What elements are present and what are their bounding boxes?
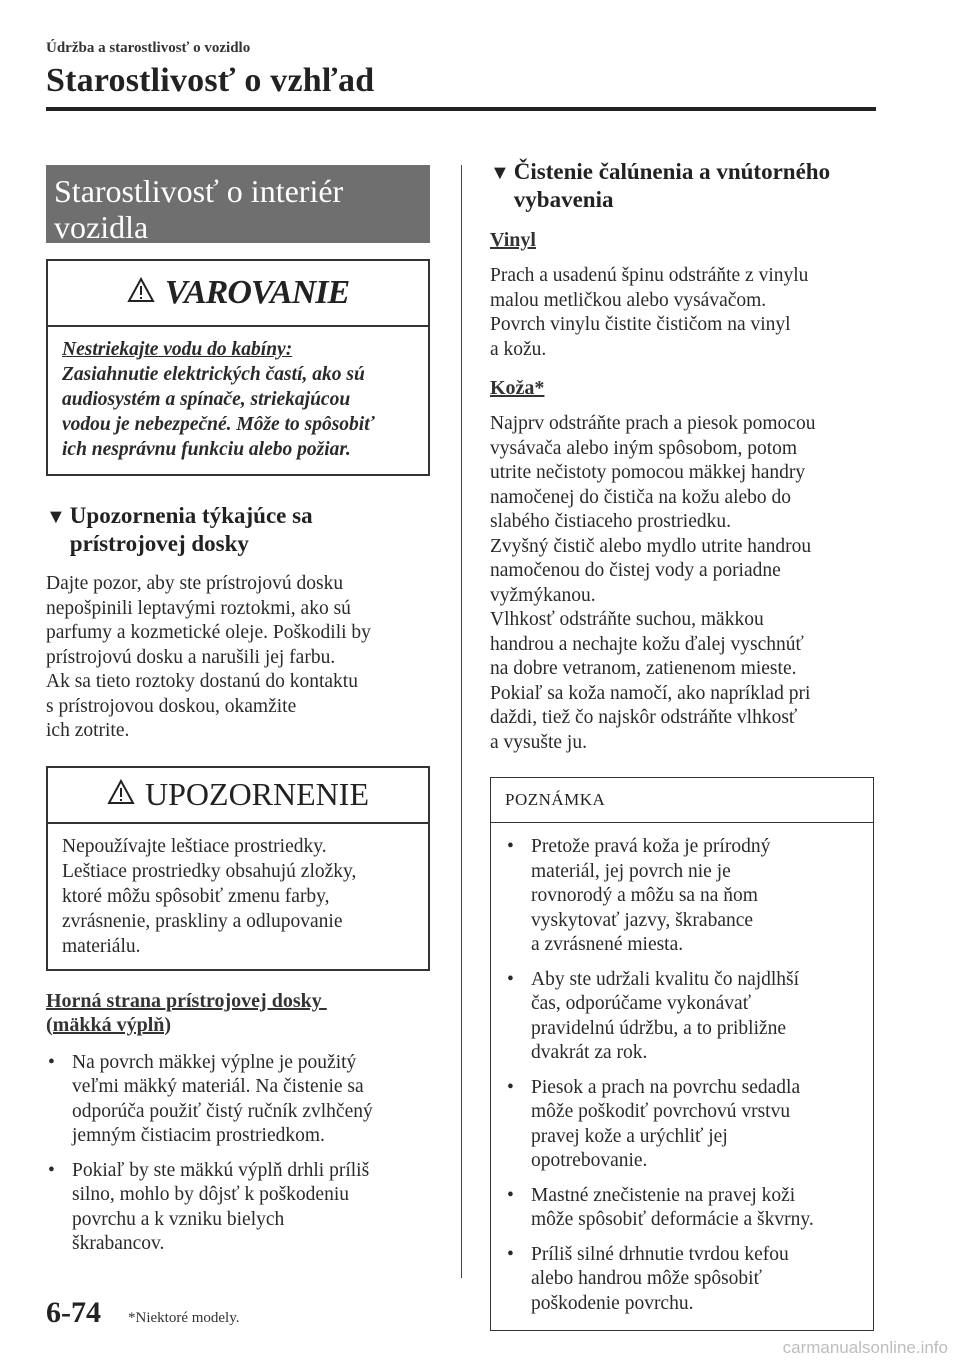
leather-label: Koža* xyxy=(490,377,545,399)
text-line: Zvyšný čistič alebo mydlo utrite handrou xyxy=(490,535,812,557)
soft-padding-list xyxy=(46,1051,430,1257)
text-line: Povrch vinylu čistite čističom na vinyl xyxy=(490,314,791,335)
list-line: odporúča použiť čistý ručník zvlhčený xyxy=(72,1100,373,1122)
text-line: Najprv odstráňte prach a piesok pomocou xyxy=(490,413,816,434)
leather-paragraph xyxy=(490,412,874,755)
caution-line: Leštiace prostriedky obsahujú zložky, xyxy=(62,860,357,882)
caution-header xyxy=(48,768,428,824)
list-line: čas, odporúčame vykonávať xyxy=(531,993,752,1014)
left-column xyxy=(46,165,430,1267)
heading-line: Čistenie čalúnenia a vnútorného xyxy=(513,159,831,184)
bullet-icon: • xyxy=(48,1051,55,1073)
text-line: vyžmýkanou. xyxy=(490,584,596,606)
text-line: Pokiaľ sa koža namočí, ako napríklad pri xyxy=(490,682,811,704)
caution-line: ktoré môžu spôsobiť zmenu farby, xyxy=(62,885,330,907)
list-line: pravej kože a urýchliť jej xyxy=(531,1125,728,1147)
list-item xyxy=(46,1051,430,1149)
text-line: prístrojovú dosku a narušili jej farbu. xyxy=(46,646,336,668)
text-line: Ak sa tieto roztoky dostanú do kontaktu xyxy=(46,671,358,692)
bullet-icon: • xyxy=(507,1076,514,1098)
caution-line: Nepoužívajte leštiace prostriedky. xyxy=(62,835,327,857)
list-line: materiál, jej povrch nie je xyxy=(531,860,731,882)
warning-line: ich nesprávnu funkciu alebo požiar. xyxy=(62,439,351,460)
note-box xyxy=(490,777,874,1331)
vinyl-paragraph xyxy=(490,264,874,362)
breadcrumb: Údržba a starostlivosť o vozidlo xyxy=(46,40,251,56)
list-line: Na povrch mäkkej výplne je použitý xyxy=(72,1051,357,1073)
list-item xyxy=(505,1184,861,1233)
warning-body xyxy=(48,327,428,474)
bullet-icon: • xyxy=(507,836,514,857)
caution-line: materiálu. xyxy=(62,935,141,957)
list-line: a zvrásnené miesta. xyxy=(531,934,684,955)
text-line: s prístrojovou doskou, okamžite xyxy=(46,695,297,717)
subheading-line: (mäkká výplň) xyxy=(46,1013,172,1036)
list-line: opotrebovanie. xyxy=(531,1150,648,1171)
text-line: a kožu. xyxy=(490,338,547,360)
list-line: Príliš silné drhnutie tvrdou kefou xyxy=(531,1243,789,1265)
page-number: 6-74 xyxy=(46,1296,101,1329)
list-item xyxy=(505,1243,861,1317)
text-line: namočenou do čistej vody a poriadne xyxy=(490,560,781,581)
text-line: slabého čistiaceho prostriedku. xyxy=(490,511,731,532)
text-line: malou metličkou alebo vysávačom. xyxy=(490,289,767,311)
list-line: Pokiaľ by ste mäkkú výplň drhli príliš xyxy=(72,1159,370,1181)
bullet-icon: • xyxy=(507,1243,514,1265)
banner-line-1: Starostlivosť o interiér xyxy=(54,173,344,209)
column-divider xyxy=(461,165,462,1278)
list-line: môže spôsobiť deformácie a škvrny. xyxy=(531,1209,814,1230)
warning-lead: Nestriekajte vodu do kabíny: xyxy=(62,339,293,360)
vinyl-label: Vinyl xyxy=(490,229,536,251)
watermark: carmanualsonline.info xyxy=(782,1338,948,1357)
list-line: škrabancov. xyxy=(72,1233,165,1254)
bullet-icon: • xyxy=(507,1184,514,1206)
warning-header xyxy=(48,261,428,327)
text-line: nepošpinili leptavými roztokmi, ako sú xyxy=(46,597,351,619)
triangle-down-icon: ▼ xyxy=(490,162,510,184)
text-line: utrite nečistoty pomocou mäkkej handry xyxy=(490,462,806,483)
text-line: a vysušte ju. xyxy=(490,731,587,753)
note-list xyxy=(505,835,861,1316)
text-line: Vlhkosť odstráňte suchou, mäkkou xyxy=(490,609,764,630)
warning-title: VAROVANIE xyxy=(164,274,350,311)
triangle-down-icon: ▼ xyxy=(46,506,66,528)
warning-box xyxy=(46,259,430,476)
warning-line: vodou je nebezpečné. Môže to spôsobiť xyxy=(62,414,375,435)
list-line: pravidelnú údržbu, a to približne xyxy=(531,1017,787,1039)
section-banner xyxy=(46,165,430,243)
heading-line: vybavenia xyxy=(513,187,614,212)
text-line: handrou a nechajte kožu ďalej vyschnúť xyxy=(490,633,804,655)
text-line: na dobre vetranom, zatienenom mieste. xyxy=(490,658,797,679)
title-rule xyxy=(46,107,876,111)
list-line: veľmi mäkký materiál. Na čistenie sa xyxy=(72,1076,364,1097)
banner-line-2: vozidla xyxy=(54,209,149,245)
list-line: vyskytovať jazvy, škrabance xyxy=(531,909,754,931)
text-line: parfumy a kozmetické oleje. Poškodili by xyxy=(46,622,371,643)
caution-box xyxy=(46,766,430,971)
list-line: rovnorodý a môžu sa na ňom xyxy=(531,885,758,906)
warning-line: Zasiahnutie elektrických častí, ako sú xyxy=(62,364,365,385)
text-line: vysávača alebo iným spôsobom, potom xyxy=(490,437,798,459)
list-item xyxy=(505,835,861,958)
warning-triangle-icon xyxy=(127,274,155,312)
caution-title: UPOZORNENIE xyxy=(145,776,369,812)
section-heading-upholstery xyxy=(490,158,874,214)
caution-body xyxy=(48,824,428,969)
page-title: Starostlivosť o vzhľad xyxy=(46,62,375,99)
bullet-icon: • xyxy=(507,968,514,990)
list-line: Pretože pravá koža je prírodný xyxy=(531,836,771,857)
list-item xyxy=(46,1159,430,1257)
note-title: POZNÁMKA xyxy=(491,778,873,823)
note-body xyxy=(491,823,873,1330)
list-line: Piesok a prach na povrchu sedadla xyxy=(531,1076,801,1098)
subheading-line: Horná strana prístrojovej dosky xyxy=(46,989,327,1012)
list-line: dvakrát za rok. xyxy=(531,1042,648,1063)
caution-line: zvrásnenie, praskliny a odlupovanie xyxy=(62,910,343,932)
footnote: *Niektoré modely. xyxy=(128,1310,240,1326)
section-heading-dashboard xyxy=(46,502,430,558)
list-item xyxy=(505,968,861,1066)
list-line: môže poškodiť povrchovú vrstvu xyxy=(531,1101,791,1122)
heading-line: prístrojovej dosky xyxy=(69,531,249,556)
text-line: namočenej do čističa na kožu alebo do xyxy=(490,486,792,508)
list-line: alebo handrou môže spôsobiť xyxy=(531,1268,762,1289)
bullet-icon: • xyxy=(48,1159,55,1181)
heading-line: Upozornenia týkajúce sa xyxy=(69,503,313,528)
list-item xyxy=(505,1076,861,1174)
list-line: poškodenie povrchu. xyxy=(531,1292,694,1314)
right-column xyxy=(490,158,874,1331)
list-line: silno, mohlo by dôjsť k poškodeniu xyxy=(72,1184,350,1205)
text-line: Prach a usadenú špinu odstráňte z vinylu xyxy=(490,265,809,286)
text-line: Dajte pozor, aby ste prístrojovú dosku xyxy=(46,573,344,594)
text-line: daždi, tiež čo najskôr odstráňte vlhkosť xyxy=(490,707,798,728)
list-line: Aby ste udržali kvalitu čo najdlhší xyxy=(531,968,800,990)
text-line: ich zotrite. xyxy=(46,720,130,741)
list-line: povrchu a k vzniku bielych xyxy=(72,1208,285,1230)
caution-triangle-icon xyxy=(107,776,135,813)
list-line: jemným čistiacim prostriedkom. xyxy=(72,1125,325,1146)
dashboard-paragraph xyxy=(46,572,430,744)
list-line: Mastné znečistenie na pravej koži xyxy=(531,1184,796,1206)
warning-line: audiosystém a spínače, striekajúcou xyxy=(62,389,351,410)
subheading-soft-padding xyxy=(46,989,430,1037)
